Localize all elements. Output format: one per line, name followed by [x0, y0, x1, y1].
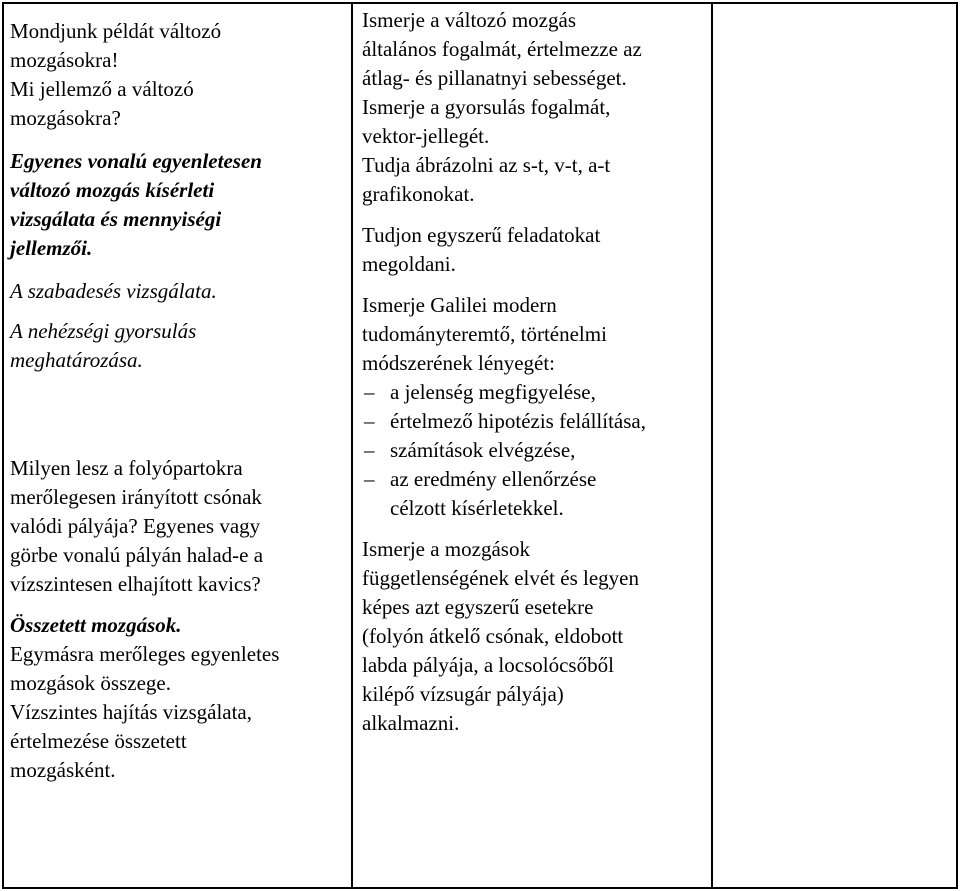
list-item-text: értelmező hipotézis felállítása, [390, 409, 646, 433]
text-line: függetlenségének elvét és legyen [362, 566, 639, 590]
text-line: meghatározása. [10, 348, 143, 372]
text-line: Tudjon egyszerű feladatokat [362, 223, 601, 247]
topic-composite-motion [10, 611, 345, 785]
table-left-border [2, 2, 4, 889]
list-item-text: az eredmény ellenőrzése [390, 467, 597, 491]
text-line: Vízszintes hajítás vizsgálata, [10, 700, 253, 724]
text-line: Ismerje a gyorsulás fogalmát, [362, 95, 611, 119]
text-line: labda pályája, a locsolócsőből [362, 653, 614, 677]
text-line: változó mozgás kísérleti [10, 178, 215, 202]
topics-column [10, 17, 345, 785]
text-line: módszerének lényegét: [362, 351, 555, 375]
topic-heading-uniform-acceleration [10, 147, 345, 263]
text-line: Mondjunk példát változó [10, 19, 222, 43]
text-line: Egyenes vonalú egyenletesen [10, 149, 262, 173]
requirements-column [362, 6, 707, 738]
text-line: A szabadesés vizsgálata. [10, 279, 217, 303]
text-line: mozgásként. [10, 758, 116, 782]
list-item [362, 465, 707, 494]
text-line: Ismerje a változó mozgás [362, 8, 576, 32]
table-bottom-border [2, 887, 957, 889]
text-line: Ismerje a mozgások [362, 537, 530, 561]
text-line: megoldani. [362, 252, 456, 276]
text-line: grafikonokat. [362, 182, 475, 206]
dash-bullet: – [364, 467, 375, 491]
text-line: Egymásra merőleges egyenletes [10, 642, 280, 666]
topic-gravity-acceleration [10, 317, 345, 375]
topic-free-fall [10, 277, 345, 306]
text-line: általános fogalmát, értelmezze az [362, 37, 642, 61]
text-line: Milyen lesz a folyópartokra [10, 456, 243, 480]
table-right-border [956, 2, 958, 889]
list-item [362, 378, 707, 407]
list-item-text: a jelenség megfigyelése, [390, 380, 596, 404]
text-line: mozgásokra! [10, 48, 119, 72]
text-line: valódi pályája? Egyenes vagy [10, 514, 261, 538]
text-line: (folyón átkelő csónak, eldobott [362, 624, 624, 648]
section-heading: Összetett mozgások. [10, 613, 182, 637]
text-line: kilépő vízsugár pályája) [362, 682, 564, 706]
text-line: tudományteremtő, történelmi [362, 322, 607, 346]
list-item [362, 436, 707, 465]
column-divider-2 [711, 2, 713, 889]
requirement-paragraph [362, 6, 707, 209]
text-line: merőlegesen irányított csónak [10, 485, 262, 509]
text-line: vízszintesen elhajított kavics? [10, 572, 261, 596]
column-divider-1 [351, 2, 353, 889]
galilei-method-paragraph [362, 291, 707, 523]
text-line: Tudja ábrázolni az s-t, v-t, a-t [362, 153, 611, 177]
list-item-continuation: célzott kísérletekkel. [390, 496, 564, 520]
text-line: mozgások összege. [10, 671, 171, 695]
requirement-paragraph [362, 535, 707, 738]
text-line: vektor-jellegét. [362, 124, 490, 148]
text-line: Mi jellemző a változó [10, 77, 194, 101]
text-line: A nehézségi gyorsulás [10, 319, 197, 343]
requirement-paragraph [362, 221, 707, 279]
text-line: képes azt egyszerű esetekre [362, 595, 594, 619]
dash-bullet: – [364, 380, 375, 404]
text-line: vizsgálata és mennyiségi [10, 207, 222, 231]
text-line: jellemzői. [10, 236, 93, 260]
text-line: mozgásokra? [10, 106, 121, 130]
text-line: alkalmazni. [362, 711, 460, 735]
list-item [362, 407, 707, 436]
question-boat-path [10, 454, 345, 599]
list-item-text: számítások elvégzése, [390, 438, 576, 462]
dash-bullet: – [364, 409, 375, 433]
text-line: görbe vonalú pályán halad-e a [10, 543, 264, 567]
dash-bullet: – [364, 438, 375, 462]
text-line: értelmezése összetett [10, 729, 187, 753]
text-line: átlag- és pillanatnyi sebességet. [362, 66, 627, 90]
question-paragraph [10, 17, 345, 133]
text-line: Ismerje Galilei modern [362, 293, 557, 317]
empty-column [714, 4, 954, 886]
